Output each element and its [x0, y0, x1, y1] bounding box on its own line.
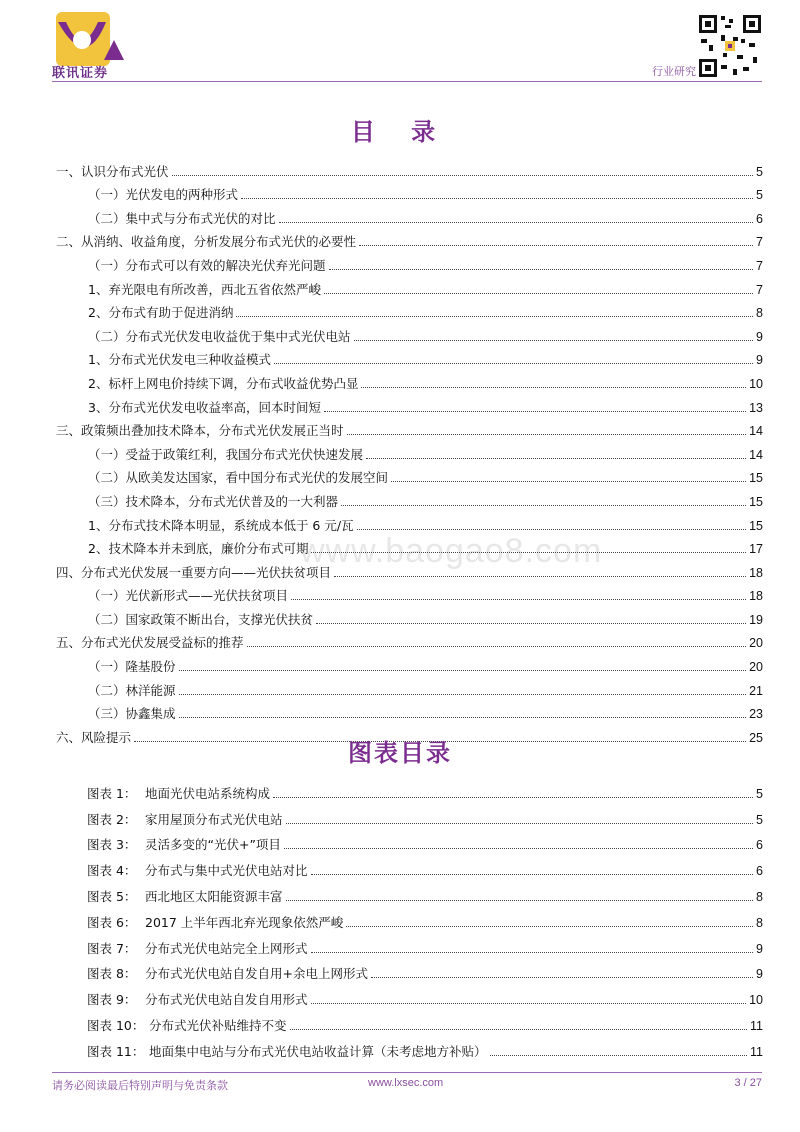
toc-entry-text: （二）分布式光伏发电收益优于集中式光伏电站 — [88, 328, 351, 344]
toc-leader-dots — [357, 529, 747, 530]
toc-entry-text: 2、分布式有助于促进消纳 — [88, 305, 234, 321]
toc-entry[interactable] — [56, 699, 763, 723]
toc-entry-page: 13 — [749, 400, 763, 415]
footer-page-number: 3 / 27 — [734, 1077, 762, 1089]
toc-entry-page: 5 — [756, 164, 763, 179]
figure-leader-dots — [311, 1003, 747, 1004]
figure-entry[interactable] — [87, 879, 763, 905]
figure-entry-label: 图表 7： — [87, 940, 137, 956]
toc-entry-page: 14 — [749, 447, 763, 462]
toc-entry-text: 1、弃光限电有所改善，西北五省依然严峻 — [88, 281, 321, 297]
toc-leader-dots — [172, 175, 754, 176]
figure-entry-page: 5 — [756, 812, 763, 827]
toc-entry-page: 23 — [749, 707, 763, 722]
toc-entry-page: 9 — [756, 329, 763, 344]
figure-entry-page: 6 — [756, 838, 763, 853]
page-header — [0, 0, 800, 90]
toc-entry[interactable] — [56, 298, 763, 322]
figure-entry-label: 图表 1： — [87, 785, 137, 801]
toc-entry-text: （一）光伏发电的两种形式 — [88, 187, 239, 203]
toc-entry-page: 6 — [756, 211, 763, 226]
figure-leader-dots — [311, 874, 754, 875]
toc-entry-text: 三、政策频出叠加技术降本，分布式光伏发展正当时 — [56, 423, 344, 439]
toc-entry-page: 7 — [756, 282, 763, 297]
figure-entry-page: 9 — [756, 941, 763, 956]
toc-entry-text: 2、技术降本并未到底，廉价分布式可期 — [88, 541, 309, 557]
figure-entry[interactable] — [87, 828, 763, 854]
toc-leader-dots — [179, 670, 747, 671]
figure-leader-dots — [346, 926, 753, 927]
toc-entry[interactable] — [56, 156, 763, 180]
toc-entry[interactable] — [56, 345, 763, 369]
toc-entry-page: 9 — [756, 353, 763, 368]
figures-list — [87, 776, 763, 1060]
toc-leader-dots — [347, 434, 747, 435]
toc-entry[interactable] — [56, 368, 763, 392]
figure-entry-page: 8 — [756, 915, 763, 930]
figure-leader-dots — [286, 823, 754, 824]
toc-entry-text: 3、分布式光伏发电收益率高，回本时间短 — [88, 399, 321, 415]
toc-leader-dots — [236, 316, 753, 317]
figure-leader-dots — [290, 1029, 748, 1030]
figure-entry[interactable] — [87, 957, 763, 983]
toc-leader-dots — [179, 694, 747, 695]
figure-entry-label: 图表 4： — [87, 863, 137, 879]
figure-entry-page: 11 — [750, 1018, 763, 1033]
figure-entry-text: 分布式光伏电站自发自用形式 — [145, 992, 308, 1008]
figure-leader-dots — [273, 797, 753, 798]
figure-entry-label: 图表 5： — [87, 888, 137, 904]
figure-entry-page: 9 — [756, 967, 763, 982]
toc-entry-text: （一）隆基股份 — [88, 659, 176, 675]
toc-entry-text: （一）受益于政策红利，我国分布式光伏快速发展 — [88, 446, 364, 462]
figure-entry[interactable] — [87, 776, 763, 802]
toc-entry[interactable] — [56, 203, 763, 227]
toc-leader-dots — [247, 646, 747, 647]
figure-entry-label: 图表 2： — [87, 811, 137, 827]
toc-entry-text: （一）光伏新形式——光伏扶贫项目 — [88, 588, 289, 604]
figures-title: 图表目录 — [348, 739, 452, 767]
qr-code-icon — [697, 13, 763, 79]
toc-entry-page: 20 — [749, 660, 763, 675]
toc-leader-dots — [391, 481, 746, 482]
toc-entry[interactable] — [56, 651, 763, 675]
figure-leader-dots — [490, 1055, 748, 1056]
toc-entry-page: 5 — [756, 188, 763, 203]
toc-entry[interactable] — [56, 439, 763, 463]
toc-entry[interactable] — [56, 227, 763, 251]
toc-entry-page: 15 — [749, 494, 763, 509]
logo-text: 联讯证券 — [52, 66, 109, 81]
toc-entry-text: （二）集中式与分布式光伏的对比 — [88, 210, 276, 226]
toc-leader-dots — [279, 222, 754, 223]
toc-entry-page: 18 — [749, 589, 763, 604]
toc-entry-page: 17 — [749, 542, 763, 557]
toc-entry-text: （三）协鑫集成 — [88, 706, 176, 722]
header-section-label: 行业研究 — [652, 65, 696, 78]
toc-entry-page: 19 — [749, 612, 763, 627]
toc-entry-text: （一）分布式可以有效的解决光伏弃光问题 — [88, 257, 326, 273]
toc-entry-text: （二）国家政策不断出台，支撑光伏扶贫 — [88, 611, 314, 627]
figure-entry-page: 10 — [749, 993, 763, 1008]
toc-entry-text: 1、分布式光伏发电三种收益模式 — [88, 352, 271, 368]
toc-entry-page: 15 — [749, 471, 763, 486]
figure-entry[interactable] — [87, 982, 763, 1008]
toc-entry[interactable] — [56, 604, 763, 628]
figure-entry-text: 家用屋顶分布式光伏电站 — [145, 811, 283, 827]
footer-divider — [52, 1072, 762, 1073]
toc-leader-dots — [359, 245, 753, 246]
footer-disclaimer: 请务必阅读最后特别声明与免责条款 — [52, 1079, 228, 1092]
figure-entry[interactable] — [87, 1008, 763, 1034]
watermark: www.baogao8.com — [300, 532, 603, 570]
toc-entry-text: 六、风险提示 — [56, 729, 132, 745]
figure-entry-text: 地面集中电站与分布式光伏电站收益计算（未考虑地方补贴） — [149, 1043, 487, 1059]
toc-entry-page: 7 — [756, 258, 763, 273]
toc-entry-text: 一、认识分布式光伏 — [56, 163, 169, 179]
toc-leader-dots — [316, 623, 746, 624]
figure-leader-dots — [284, 848, 753, 849]
toc-entry[interactable] — [56, 510, 763, 534]
toc-entry-text: （三）技术降本，分布式光伏普及的一大利器 — [88, 493, 339, 509]
toc-leader-dots — [274, 363, 753, 364]
toc-entry-text: （二）从欧美发达国家，看中国分布式光伏的发展空间 — [88, 470, 389, 486]
toc-entry[interactable] — [56, 392, 763, 416]
toc-entry-page: 20 — [749, 636, 763, 651]
figure-entry-text: 2017 上半年西北弃光现象依然严峻 — [145, 914, 344, 930]
figure-entry-text: 分布式与集中式光伏电站对比 — [145, 863, 308, 879]
figure-entry-text: 分布式光伏补贴维持不变 — [149, 1017, 287, 1033]
figure-entry[interactable] — [87, 802, 763, 828]
figure-entry-label: 图表 3： — [87, 837, 137, 853]
toc-entry[interactable] — [56, 274, 763, 298]
figure-entry-label: 图表 11： — [87, 1043, 145, 1059]
toc-leader-dots — [241, 198, 753, 199]
toc-entry-text: 2、标杆上网电价持续下调，分布式收益优势凸显 — [88, 375, 359, 391]
toc-entry-page: 7 — [756, 235, 763, 250]
footer-website[interactable]: www.lxsec.com — [368, 1077, 444, 1089]
figure-leader-dots — [286, 900, 754, 901]
header-divider — [52, 81, 762, 82]
toc-entry-page: 18 — [749, 565, 763, 580]
toc-entry-text: 二、从消纳、收益角度，分析发展分布式光伏的必要性 — [56, 234, 357, 250]
figure-entry-text: 分布式光伏电站自发自用+余电上网形式 — [145, 966, 368, 982]
toc-leader-dots — [354, 340, 754, 341]
figure-entry[interactable] — [87, 1034, 763, 1060]
toc-leader-dots — [179, 717, 747, 718]
toc-entry-page: 25 — [749, 730, 763, 745]
figure-entry-text: 灵活多变的“光伏+”项目 — [145, 837, 281, 853]
figure-entry-page: 8 — [756, 889, 763, 904]
toc-leader-dots — [361, 387, 746, 388]
toc-leader-dots — [324, 293, 753, 294]
figure-leader-dots — [311, 952, 754, 953]
toc-entry-page: 15 — [749, 518, 763, 533]
toc-entry[interactable] — [56, 628, 763, 652]
toc-entry-text: 五、分布式光伏发展受益标的推荐 — [56, 635, 244, 651]
figure-entry-page: 6 — [756, 864, 763, 879]
toc-entry-text: 四、分布式光伏发展一重要方向——光伏扶贫项目 — [56, 564, 332, 580]
figure-entry[interactable] — [87, 905, 763, 931]
toc-entry[interactable] — [56, 463, 763, 487]
toc-entry-page: 21 — [749, 683, 763, 698]
toc-title: 目 录 — [350, 118, 450, 146]
figure-entry-page: 11 — [750, 1044, 763, 1059]
toc-entry[interactable] — [56, 675, 763, 699]
toc-leader-dots — [341, 505, 746, 506]
toc-entry[interactable] — [56, 416, 763, 440]
toc-leader-dots — [334, 576, 746, 577]
toc-entry[interactable] — [56, 486, 763, 510]
figure-entry-label: 图表 6： — [87, 914, 137, 930]
toc-entry-text: 1、分布式技术降本明显，系统成本低于 6 元/瓦 — [88, 517, 354, 533]
figure-entry-text: 分布式光伏电站完全上网形式 — [145, 940, 308, 956]
toc-entry-page: 10 — [749, 376, 763, 391]
figure-entry-text: 西北地区太阳能资源丰富 — [145, 888, 283, 904]
figure-entry-label: 图表 10： — [87, 1017, 145, 1033]
figure-entry[interactable] — [87, 853, 763, 879]
toc-entry-page: 14 — [749, 424, 763, 439]
figure-leader-dots — [371, 977, 753, 978]
toc-entry[interactable] — [56, 250, 763, 274]
figure-entry-page: 5 — [756, 786, 763, 801]
figure-entry-label: 图表 9： — [87, 992, 137, 1008]
figure-entry[interactable] — [87, 931, 763, 957]
figure-entry-label: 图表 8： — [87, 966, 137, 982]
toc-entry[interactable] — [56, 180, 763, 204]
toc-entry-text: （二）林洋能源 — [88, 682, 176, 698]
toc-leader-dots — [329, 269, 754, 270]
toc-entry[interactable] — [56, 321, 763, 345]
toc-entry[interactable] — [56, 581, 763, 605]
toc-leader-dots — [324, 411, 746, 412]
figure-entry-text: 地面光伏电站系统构成 — [145, 785, 271, 801]
table-of-contents — [56, 156, 763, 746]
toc-leader-dots — [291, 599, 746, 600]
toc-leader-dots — [366, 458, 746, 459]
toc-entry-page: 8 — [756, 306, 763, 321]
